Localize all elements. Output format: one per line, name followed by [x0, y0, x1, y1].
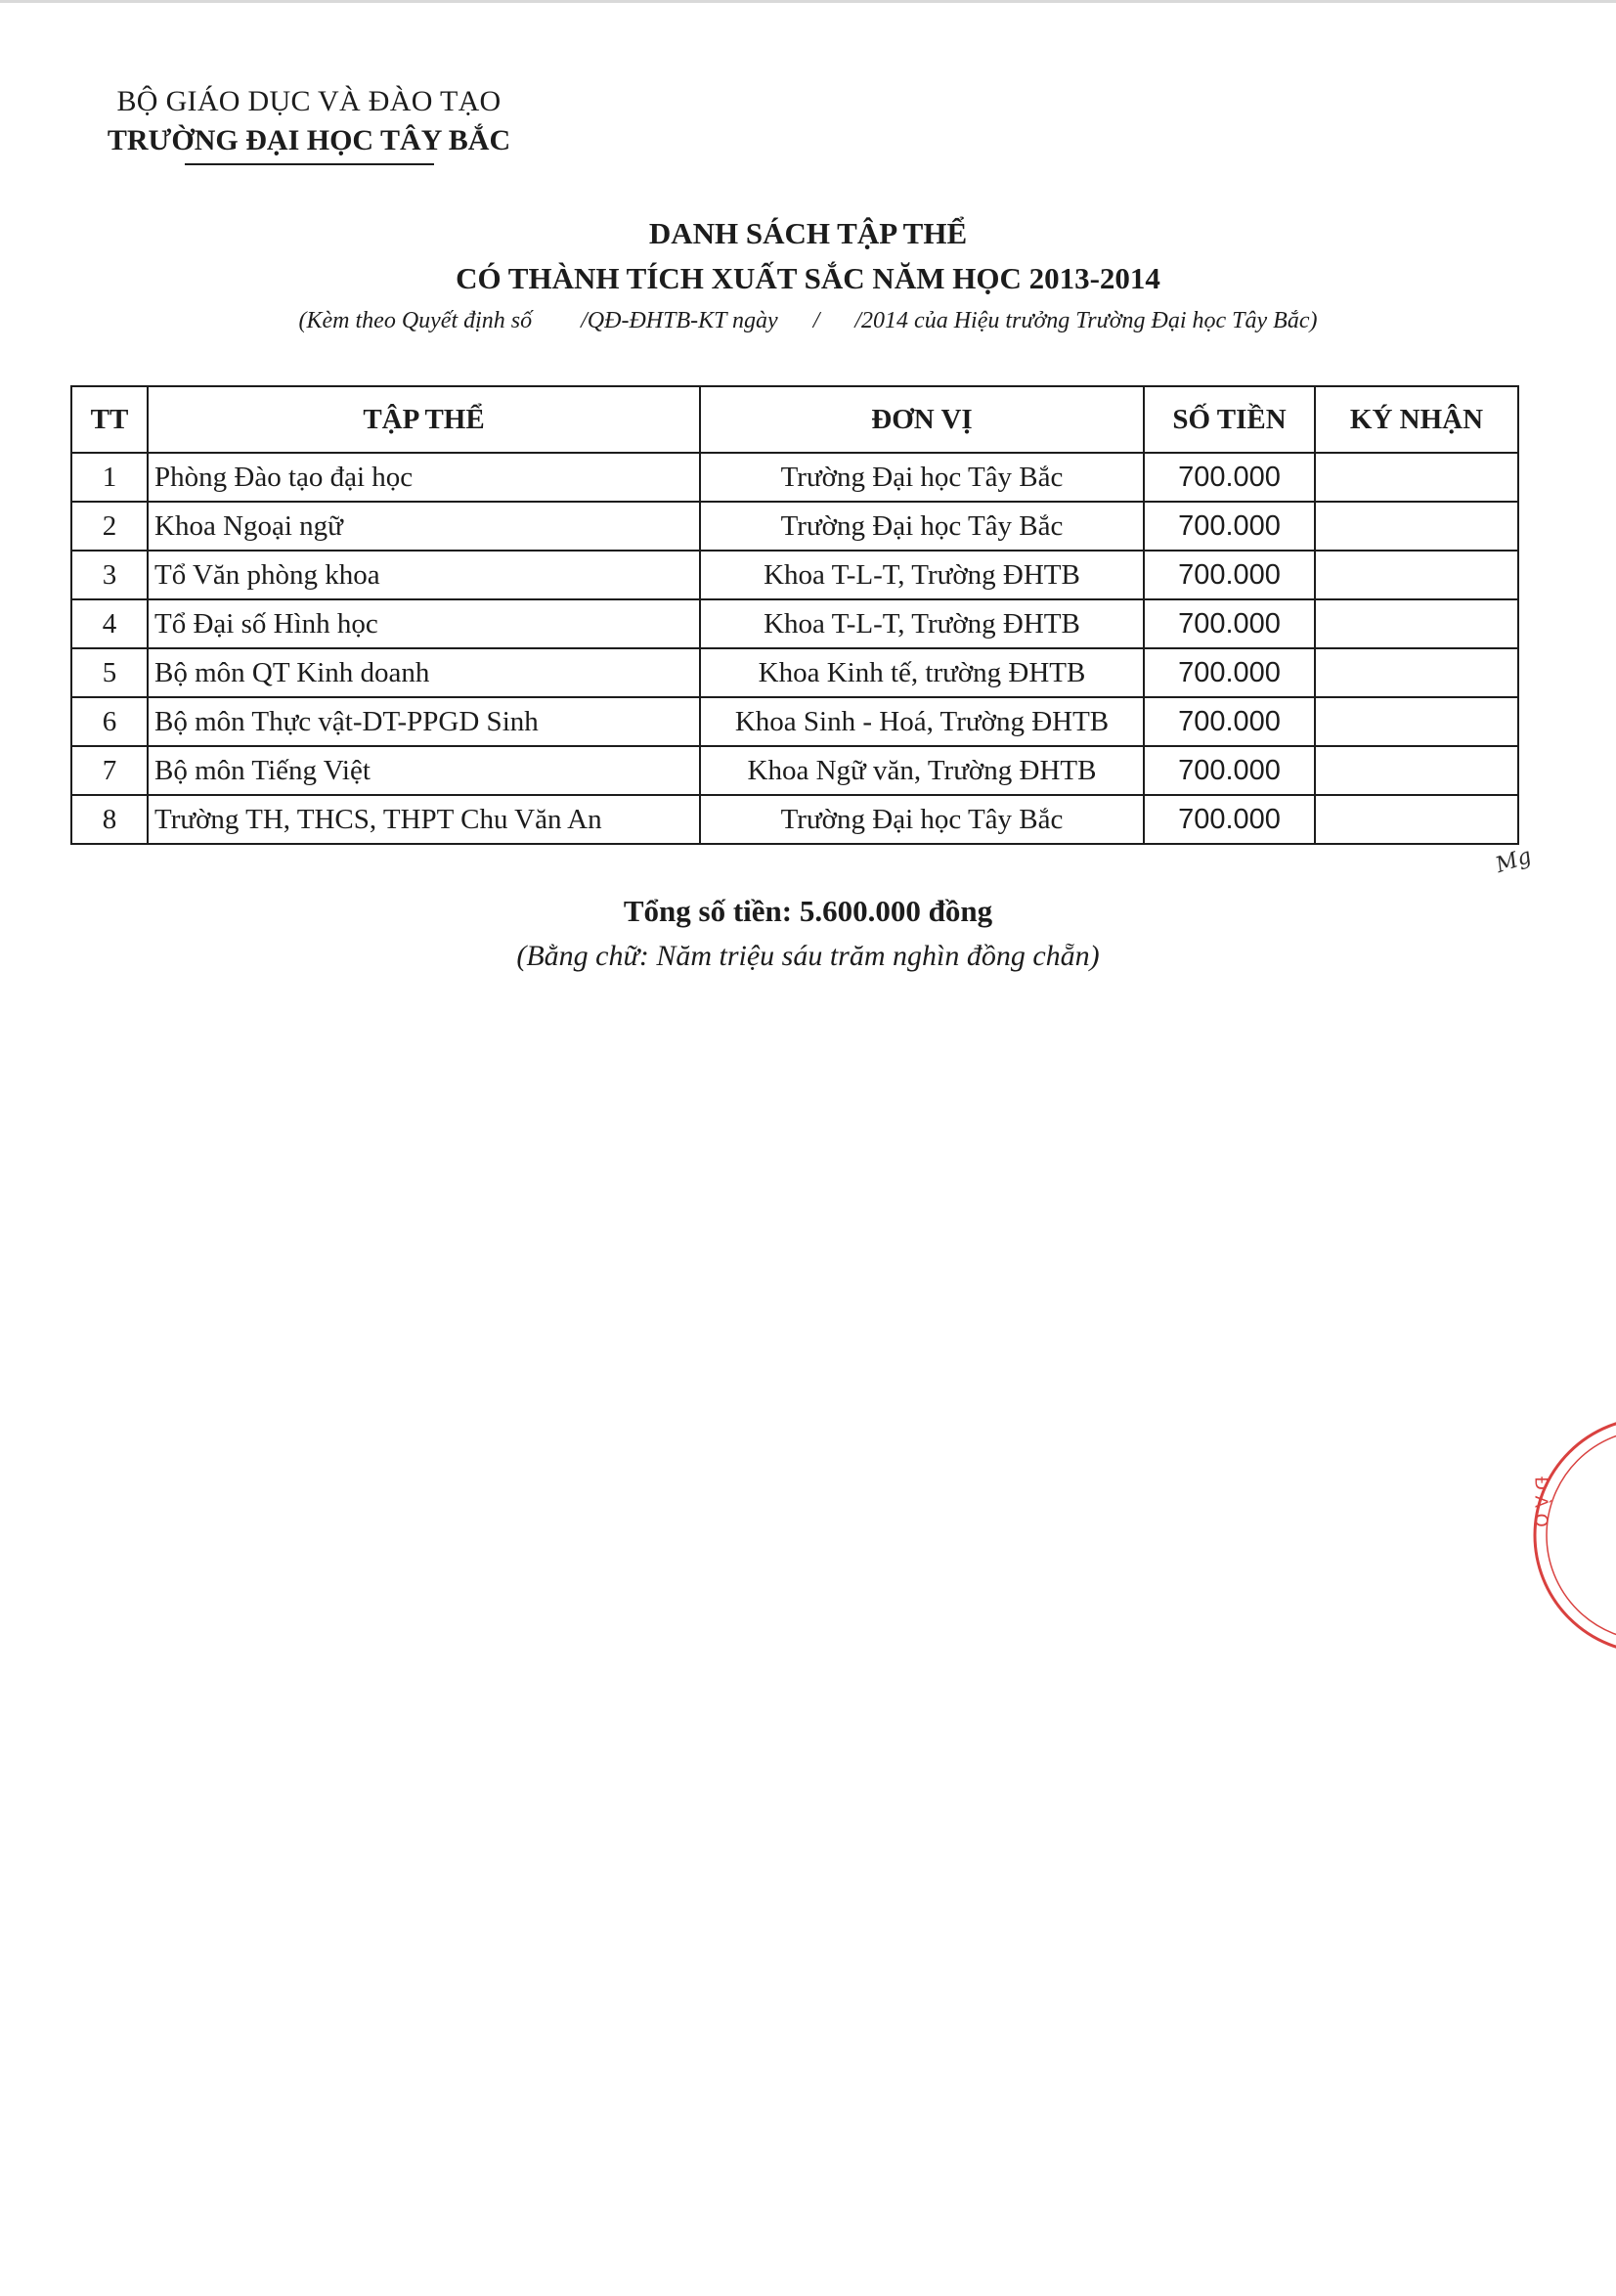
cell-name: Phòng Đào tạo đại học [148, 453, 700, 502]
header-sign: KÝ NHẬN [1315, 386, 1518, 453]
document-title-line2: CÓ THÀNH TÍCH XUẤT SẮC NĂM HỌC 2013-2014 [456, 261, 1160, 295]
table-row [71, 599, 1518, 648]
cell-unit: Trường Đại học Tây Bắc [700, 453, 1144, 502]
cell-name: Tổ Văn phòng khoa [148, 551, 700, 599]
cell-unit: Trường Đại học Tây Bắc [700, 795, 1144, 844]
award-table [70, 385, 1519, 845]
subtitle-part-3: / [812, 308, 820, 333]
table-row [71, 453, 1518, 502]
cell-sign [1315, 648, 1518, 697]
stamp-seal-icon [1506, 1408, 1616, 1662]
school-name: TRƯỜNG ĐẠI HỌC TÂY BẮC [107, 124, 511, 156]
total-block [0, 888, 1616, 978]
cell-amount: 700.000 [1144, 502, 1315, 551]
header-name: TẬP THỂ [148, 386, 700, 453]
cell-amount: 700.000 [1144, 599, 1315, 648]
subtitle-part-2: /QĐ-ĐHTB-KT ngày [581, 308, 778, 333]
ministry-name: BỘ GIÁO DỤC VÀ ĐÀO TẠO [116, 85, 502, 117]
header-underline [185, 163, 434, 165]
handwritten-initials: Mg [1493, 843, 1535, 879]
table-row [71, 648, 1518, 697]
document-title: DANH SÁCH TẬP THỂ [648, 216, 968, 250]
total-in-words: (Bằng chữ: Năm triệu sáu trăm nghìn đồng chẵn) [516, 940, 1100, 972]
cell-tt: 1 [71, 453, 148, 502]
table-row [71, 697, 1518, 746]
header-tt: TT [71, 386, 148, 453]
subtitle-part-4: /2014 của Hiệu trưởng Trường Đại học Tây Bắc) [854, 308, 1318, 333]
cell-amount: 700.000 [1144, 551, 1315, 599]
cell-name: Khoa Ngoại ngữ [148, 502, 700, 551]
header-unit: ĐƠN VỊ [700, 386, 1144, 453]
header-amount: SỐ TIỀN [1144, 386, 1315, 453]
cell-name: Bộ môn Thực vật-DT-PPGD Sinh [148, 697, 700, 746]
cell-unit: Khoa Kinh tế, trường ĐHTB [700, 648, 1144, 697]
document-subtitle [0, 301, 1616, 340]
cell-unit: Khoa T-L-T, Trường ĐHTB [700, 551, 1144, 599]
cell-tt: 8 [71, 795, 148, 844]
table-row [71, 795, 1518, 844]
total-amount: Tổng số tiền: 5.600.000 đồng [623, 894, 993, 928]
cell-unit: Trường Đại học Tây Bắc [700, 502, 1144, 551]
table-row [71, 551, 1518, 599]
cell-tt: 4 [71, 599, 148, 648]
page-top-edge [0, 0, 1616, 3]
cell-sign [1315, 599, 1518, 648]
cell-tt: 3 [71, 551, 148, 599]
stamp-text: ĐÀO [1530, 1477, 1551, 1533]
cell-tt: 6 [71, 697, 148, 746]
cell-name: Trường TH, THCS, THPT Chu Văn An [148, 795, 700, 844]
table-header-row [71, 386, 1518, 453]
subtitle-part-1: (Kèm theo Quyết định số [298, 308, 533, 333]
document-heading [0, 211, 1616, 340]
cell-name: Tổ Đại số Hình học [148, 599, 700, 648]
organization-header [74, 82, 544, 165]
cell-amount: 700.000 [1144, 795, 1315, 844]
cell-sign [1315, 502, 1518, 551]
cell-name: Bộ môn Tiếng Việt [148, 746, 700, 795]
cell-unit: Khoa T-L-T, Trường ĐHTB [700, 599, 1144, 648]
cell-sign [1315, 746, 1518, 795]
cell-amount: 700.000 [1144, 697, 1315, 746]
cell-tt: 5 [71, 648, 148, 697]
cell-unit: Khoa Ngữ văn, Trường ĐHTB [700, 746, 1144, 795]
cell-amount: 700.000 [1144, 746, 1315, 795]
cell-tt: 7 [71, 746, 148, 795]
cell-unit: Khoa Sinh - Hoá, Trường ĐHTB [700, 697, 1144, 746]
cell-amount: 700.000 [1144, 453, 1315, 502]
cell-tt: 2 [71, 502, 148, 551]
cell-amount: 700.000 [1144, 648, 1315, 697]
table-row [71, 502, 1518, 551]
cell-sign [1315, 453, 1518, 502]
cell-sign [1315, 551, 1518, 599]
table-row [71, 746, 1518, 795]
cell-name: Bộ môn QT Kinh doanh [148, 648, 700, 697]
cell-sign [1315, 795, 1518, 844]
cell-sign [1315, 697, 1518, 746]
